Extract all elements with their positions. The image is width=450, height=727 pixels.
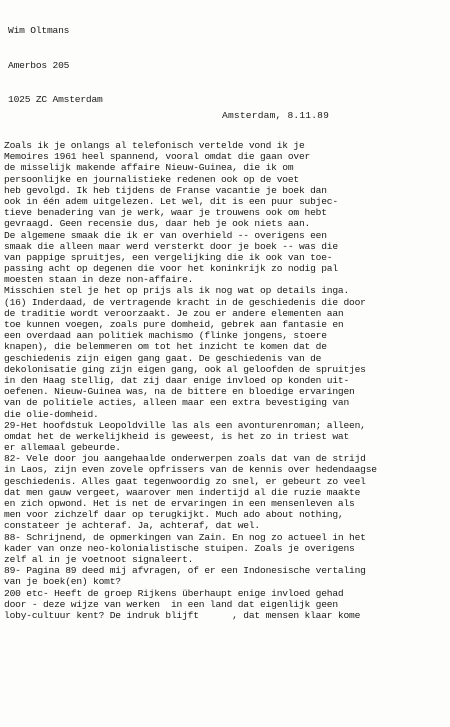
body-line: (16) Inderdaad, de vertragende kracht in de geschiedenis die door xyxy=(4,296,366,308)
body-line: 200 etc- Heeft de groep Rijkens überhaupt enige invloed gehad xyxy=(4,587,344,599)
body-line: 89- Pagina 89 deed mij afvragen, of er een Indonesische vertaling xyxy=(4,565,366,577)
sender-city: 1025 ZC Amsterdam xyxy=(8,94,103,105)
letter-body xyxy=(4,140,450,621)
sender-address xyxy=(8,2,103,129)
body-line: de misselijk makende affaire Nieuw-Guinea, die ik om xyxy=(4,162,294,174)
body-line: heb gevolgd. Ik heb tijdens de Franse vacantie je boek dan xyxy=(4,184,327,196)
body-line: dekolonisatie ging zijn eigen gang, ook al geloofden de spruitjes xyxy=(4,363,366,375)
body-line: moesten staan in deze non-affaire. xyxy=(4,274,194,286)
body-line: Zoals ik je onlangs al telefonisch vertelde vond ik je xyxy=(4,140,305,151)
body-line: geschiedenis zijn eigen gang gaat. De geschiedenis van de xyxy=(4,352,322,364)
body-line: loby-cultuur kent? De indruk blijft , dat mensen klaar kome xyxy=(4,609,361,621)
body-line: men voor zichzelf daar op terugkijkt. Much ado about nothing, xyxy=(4,509,344,521)
body-line: constateer je achteraf. Ja, achteraf, dat wel. xyxy=(4,520,260,532)
body-line: de traditie wordt veroorzaakt. Je zou er andere elementen aan xyxy=(4,307,344,319)
body-line: 88- Schrijnend, de opmerkingen van Zain. En nog zo actueel in het xyxy=(4,531,366,543)
body-line: van je boek(en) komt? xyxy=(4,576,121,588)
body-line: Misschien stel je het op prijs als ik nog wat op details inga. xyxy=(4,285,350,297)
body-line: oefenen. Nieuw-Guinea was, na de bittere en bloedige ervaringen xyxy=(4,386,355,398)
body-line: door - deze wijze van werken in een land dat eigenlijk geen xyxy=(4,598,338,610)
sender-name: Wim Oltmans xyxy=(8,25,70,36)
body-line: 29-Het hoofdstuk Leopoldville las als een avonturenroman; alleen, xyxy=(4,419,366,431)
sender-street: Amerbos 205 xyxy=(8,59,70,71)
body-line: smaak die alleen maar werd versterkt door je boek -- was die xyxy=(4,240,338,252)
body-line: toe kunnen voegen, zoals pure domheid, gebrek aan fantasie en xyxy=(4,319,344,330)
body-line: knapen), die belemmeren om tot het inzicht te komen dat de xyxy=(4,341,327,353)
body-line: in den Haag stellig, dat zij daar enige invloed op konden uit- xyxy=(4,374,350,386)
body-line: ook in één adem uitgelezen. Let wel, dit is een puur subjec- xyxy=(4,195,338,207)
body-line: passing acht op degenen die voor het koninkrijk zo nodig pal xyxy=(4,263,338,275)
letter-date: Amsterdam, 8.11.89 xyxy=(222,110,330,121)
body-line: omdat het de werkelijkheid is geweest, is het zo in triest wat xyxy=(4,430,350,442)
body-line: een overdaad aan politiek machismo (flinke jongens, stoere xyxy=(4,330,327,342)
body-line: persoonlijke en journalistieke redenen ook op de voet xyxy=(4,173,299,185)
body-line: van pappige spruitjes, een vergelijking die ik ook van toe- xyxy=(4,251,333,263)
body-line: kader van onze neo-kolonialistische stuipen. Zoals je overigens xyxy=(4,542,355,554)
body-line: 82- Vele door jou aangehaalde onderwerpen zoals dat van de strijd xyxy=(4,453,366,465)
body-line: geschiedenis. Alles gaat tegenwoordig zo snel, er gebeurt zo veel xyxy=(4,475,366,487)
body-line: zelf al in je voetnoot signaleert. xyxy=(4,553,194,565)
body-line: dat men gauw vergeet, waarover men indertijd al die ruzie maakte xyxy=(4,486,361,498)
body-line: De algemene smaak die ik er van overhield -- overigens een xyxy=(4,229,327,241)
body-line: van de politiele acties, alleen maar een extra bevestiging van xyxy=(4,397,350,409)
body-line: gevraagd. Geen recensie dus, daar heb je ook niets aan. xyxy=(4,218,311,230)
body-line: en zich opwond. Het is net de ervaringen in een mensenleven als xyxy=(4,498,355,509)
body-line: tieve benadering van je werk, waar je trouwens ook om hebt xyxy=(4,207,327,219)
body-line: Memoires 1961 heel spannend, vooral omdat die gaan over xyxy=(4,151,311,163)
body-line: in Laos, zijn even zovele opfrissers van de kennis over hedendaagse xyxy=(4,464,377,476)
body-line: die olie-domheid. xyxy=(4,408,99,420)
body-line: er allemaal gebeurde. xyxy=(4,442,121,454)
